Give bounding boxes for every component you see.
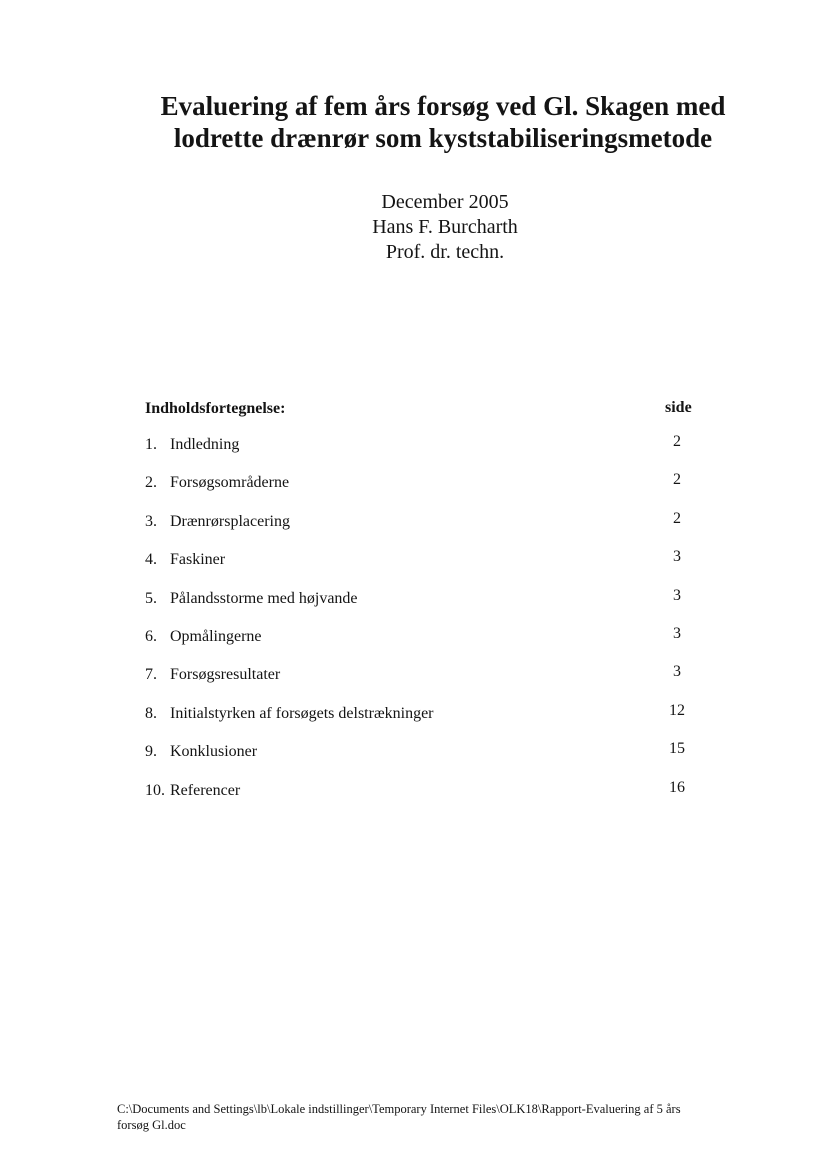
toc-item-title: Forsøgsresultater bbox=[170, 666, 281, 684]
toc-item-number: 8. bbox=[145, 704, 157, 722]
toc-item-title: Opmålingerne bbox=[170, 627, 262, 645]
footer-line-2: forsøg Gl.doc bbox=[117, 1118, 186, 1132]
document-date: December 2005 bbox=[381, 191, 509, 213]
toc-item-page: 15 bbox=[669, 740, 685, 758]
toc-item-title: Initialstyrken af forsøgets delstrækninger bbox=[170, 704, 434, 722]
toc-item bbox=[145, 701, 705, 742]
toc-item-number: 5. bbox=[145, 589, 157, 607]
toc-item-number: 7. bbox=[145, 666, 157, 684]
table-of-contents bbox=[145, 435, 705, 819]
toc-item-title: Faskiner bbox=[170, 551, 226, 569]
toc-item-number: 6. bbox=[145, 627, 157, 645]
toc-item-title: Konklusioner bbox=[170, 743, 258, 761]
toc-item-title: Pålandsstorme med højvande bbox=[170, 589, 358, 607]
toc-page-heading: side bbox=[665, 399, 692, 416]
toc-item-page: 3 bbox=[673, 586, 681, 604]
toc-item-page: 2 bbox=[673, 433, 681, 450]
file-path-footer bbox=[117, 1101, 777, 1133]
toc-item bbox=[145, 435, 705, 473]
toc-heading: Indholdsfortegnelse: bbox=[145, 400, 286, 417]
toc-item bbox=[145, 586, 705, 627]
toc-item-number: 9. bbox=[145, 743, 157, 761]
toc-item-page: 3 bbox=[673, 548, 681, 566]
toc-item-number: 1. bbox=[145, 436, 157, 453]
toc-item-page: 2 bbox=[673, 471, 681, 489]
author-degree: Prof. dr. techn. bbox=[385, 241, 505, 263]
toc-item-page: 2 bbox=[673, 509, 681, 527]
toc-item-page: 3 bbox=[673, 663, 681, 681]
title-line-2: lodrette drænrør som kyststabiliseringsmetode bbox=[173, 123, 713, 153]
toc-item-number: 10. bbox=[145, 781, 165, 799]
toc-item-number: 4. bbox=[145, 551, 157, 569]
toc-item bbox=[145, 473, 705, 511]
toc-item-number: 2. bbox=[145, 474, 157, 492]
toc-item-title: Referencer bbox=[170, 781, 241, 799]
toc-item-title: Forsøgsområderne bbox=[170, 474, 290, 492]
author-name: Hans F. Burcharth bbox=[372, 216, 518, 238]
toc-item bbox=[145, 665, 705, 703]
footer-line-1: C:\Documents and Settings\lb\Lokale indstillinger\Temporary Internet Files\OLK18\Rapport-Evaluering af 5 års bbox=[117, 1102, 681, 1116]
toc-item-page: 3 bbox=[673, 624, 681, 642]
toc-item-title: Drænrørsplacering bbox=[170, 512, 290, 530]
document-title bbox=[0, 90, 832, 154]
toc-item bbox=[145, 742, 705, 780]
title-line-1: Evaluering af fem års forsøg ved Gl. Skagen med bbox=[160, 91, 726, 121]
toc-item-title: Indledning bbox=[170, 436, 240, 453]
toc-item bbox=[145, 778, 705, 819]
toc-item-page: 12 bbox=[669, 701, 685, 719]
toc-item-number: 3. bbox=[145, 512, 157, 530]
toc-item-page: 16 bbox=[669, 778, 685, 796]
document-meta bbox=[0, 190, 832, 265]
toc-item bbox=[145, 550, 705, 588]
toc-item bbox=[145, 624, 705, 665]
toc-item bbox=[145, 509, 705, 550]
